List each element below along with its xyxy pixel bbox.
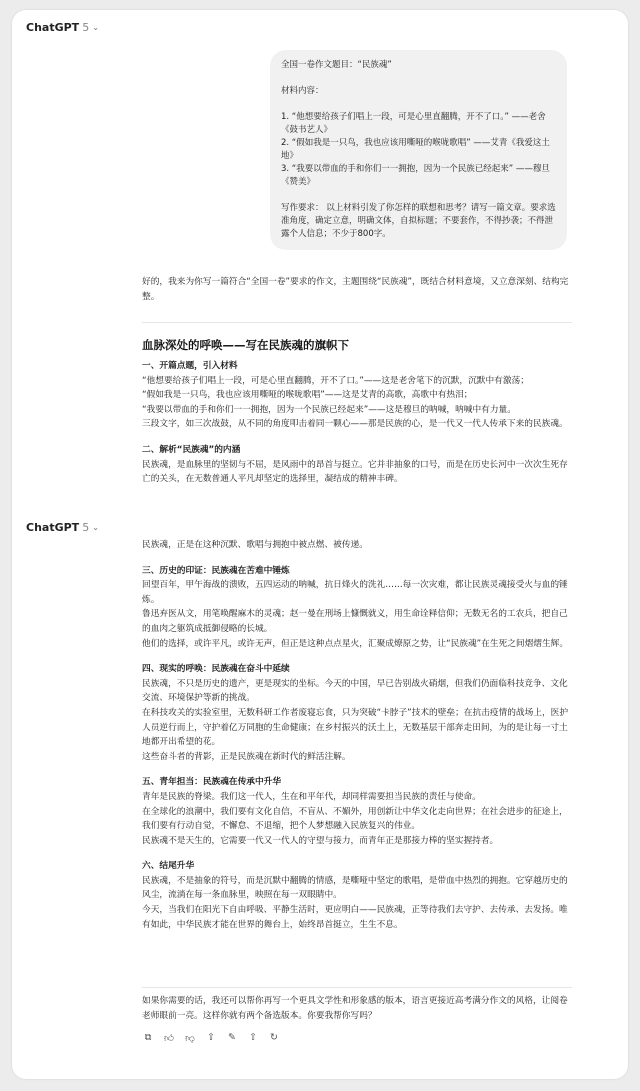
section-paragraph: 民族魂，不是抽象的符号，而是沉默中翻腾的情感，是嘶哑中坚定的歌唱，是带血中热烈的拥抱。它穿越历史的风尘，流淌在每一条血脉里，映照在每一双眼睛中。 xyxy=(142,875,568,901)
app-title: ChatGPT xyxy=(26,520,80,534)
intro-text: 好的，我来为你写一篇符合“全国一卷”要求的作文，主题围绕“民族魂”，既结合材料意境，又立意深刻、结构完整。 xyxy=(142,277,569,302)
section-heading: 四、现实的呼唤：民族魂在奋斗中延续 xyxy=(142,664,290,675)
section-paragraph: 回望百年，甲午海战的溃败，五四运动的呐喊，抗日烽火的洗礼……每一次灾难，都让民族灵魂接受火与血的锤炼。 xyxy=(142,580,568,605)
section-paragraph: 民族魂，是血脉里的坚韧与不屈，是风雨中的昂首与挺立。它并非抽象的口号，而是在历史长河中一次次生死存亡的关头，在无数普通人平凡却坚定的选择里，凝结成的精神丰碑。 xyxy=(142,459,568,485)
app-title: ChatGPT xyxy=(26,20,80,34)
user-message-line: 材料内容： xyxy=(281,86,324,96)
model-version[interactable]: 5 xyxy=(82,520,90,534)
section-paragraph: 他们的选择，或许平凡，或许无声，但正是这种点点星火，汇聚成燎原之势，让“民族魂”在生死之间熠熠生辉。 xyxy=(142,638,569,649)
section-paragraph: “他想要给孩子们唱上一段，可是心里直翻腾，开不了口。”——这是老舍笔下的沉默，沉默中有激荡； xyxy=(142,375,529,386)
top-bar xyxy=(12,10,628,44)
section-heading: 五、青年担当：民族魂在传承中升华 xyxy=(142,777,281,788)
essay-section xyxy=(142,564,572,652)
divider xyxy=(142,322,572,323)
section-paragraph: 民族魂不是天生的，它需要一代又一代人的守望与接力，而青年正是那接力棒的坚实握持者。 xyxy=(142,835,499,846)
section-paragraph: 在全球化的浪潮中，我们要有文化自信，不盲从、不媚外，用创新让中华文化走向世界；在社会进步的征途上，我们要有行动自觉，不懈怠、不退缩，把个人梦想融入民族复兴的伟业。 xyxy=(142,806,568,832)
section-paragraph: “我要以带血的手和你们一一拥抱，因为一个民族已经起来”——这是穆旦的呐喊，呐喊中有力量。 xyxy=(142,404,516,415)
share-icon[interactable]: ⇪ xyxy=(207,1032,215,1043)
essay-section xyxy=(142,443,572,487)
section-paragraph: 三段文字，如三次战鼓，从不同的角度叩击着同一颗心——那是民族的心，是一代又一代人传承下来的民族魂。 xyxy=(142,419,568,430)
section-heading: 一、开篇点题，引入材料 xyxy=(142,361,238,371)
user-message-line: 3. “我要以带血的手和你们一一拥抱，因为一个民族已经起来” ——穆旦《赞美》 xyxy=(281,164,550,187)
section-heading: 六、结尾升华 xyxy=(142,861,195,872)
user-message-line: 全国一卷作文题目：“民族魂” xyxy=(281,60,392,70)
section-heading: 二、解析“民族魂”的内涵 xyxy=(142,444,241,455)
model-version[interactable]: 5 xyxy=(82,20,90,34)
edit-icon[interactable]: ✎ xyxy=(228,1032,236,1043)
essay-body-bottom xyxy=(142,538,572,932)
section-paragraph: 这些奋斗者的背影，正是民族魂在新时代的鲜活注解。 xyxy=(142,751,351,762)
followup-message xyxy=(142,994,572,1023)
message-actions xyxy=(142,1032,280,1044)
essay-section xyxy=(142,359,572,432)
user-message-line: 2. “假如我是一只鸟，我也应该用嘶哑的喉咙歌唱” ——艾青《我爱这土地》 xyxy=(281,138,550,161)
essay-body-top xyxy=(142,359,572,487)
section-paragraph: 青年是民族的脊梁。我们这一代人，生在和平年代，却同样需要担当民族的责任与使命。 xyxy=(142,791,481,802)
user-message-bubble xyxy=(270,50,567,250)
chevron-down-icon[interactable]: ⌄ xyxy=(92,522,99,532)
copy-icon[interactable]: ⧉ xyxy=(144,1032,152,1043)
chat-window xyxy=(12,10,628,1079)
section-paragraph: 在科技攻关的实验室里，无数科研工作者废寝忘食，只为突破“卡脖子”技术的壁垒；在抗击疫情的战场上，医护人员逆行而上，守护着亿万同胞的生命健康；在乡村振兴的沃土上，无数基层干部奔走田间，为的是让每一寸土地都开出希望的花。 xyxy=(142,707,569,748)
essay-title: 血脉深处的呼唤——写在民族魂的旗帜下 xyxy=(142,338,349,352)
section-paragraph: 今天，当我们在阳光下自由呼吸、平静生活时，更应明白——民族魂，正等待我们去守护、去传承、去发扬。唯有如此，中华民族才能在世界的舞台上，始终昂首挺立，生生不息。 xyxy=(142,905,568,930)
user-message-line: 1. “他想要给孩子们唱上一段，可是心里直翻腾，开不了口。” ——老舍《鼓书艺人》 xyxy=(281,112,546,135)
essay-section xyxy=(142,662,572,764)
user-message-line: 写作要求： 以上材料引发了你怎样的联想和思考？请写一篇文章。要求选准角度，确定立意，明确文体，自拟标题；不要套作，不得抄袭；不得泄露个人信息；不少于800字。 xyxy=(281,203,556,239)
thumbs-down-icon[interactable]: 👎︎ xyxy=(185,1033,195,1044)
essay-section xyxy=(142,859,572,932)
top-bar-repeat xyxy=(12,515,628,539)
regenerate-icon[interactable]: ↻ xyxy=(270,1032,278,1043)
continuation-paragraph: 民族魂，正是在这种沉默、歌唱与拥抱中被点燃、被传递。 xyxy=(142,540,368,550)
upload-icon[interactable]: ⇧ xyxy=(249,1032,257,1043)
section-paragraph: 鲁迅弃医从文，用笔唤醒麻木的灵魂；赵一曼在刑场上慷慨就义，用生命诠释信仰；无数无名的工农兵，把自己的血肉之躯筑成抵御侵略的长城。 xyxy=(142,609,568,634)
followup-text: 如果你需要的话，我还可以帮你再写一个更具文学性和形象感的版本，语言更接近高考满分作文的风格，让阅卷老师眼前一亮。这样你就有两个备选版本。你要我帮你写吗？ xyxy=(142,996,568,1021)
section-paragraph: 民族魂，不只是历史的遗产，更是现实的坐标。今天的中国，早已告别战火硝烟，但我们仍面临科技竞争、文化交流、环境保护等新的挑战。 xyxy=(142,678,568,704)
thumbs-up-icon[interactable]: 👍︎ xyxy=(164,1033,174,1044)
section-heading: 三、历史的印证：民族魂在苦难中锤炼 xyxy=(142,565,290,576)
assistant-intro xyxy=(142,275,572,304)
divider xyxy=(142,987,572,988)
section-paragraph: “假如我是一只鸟，我也应该用嘶哑的喉咙歌唱”——这是艾青的高歌，高歌中有热泪； xyxy=(142,390,473,401)
chevron-down-icon[interactable]: ⌄ xyxy=(92,22,99,32)
essay-section xyxy=(142,775,572,848)
